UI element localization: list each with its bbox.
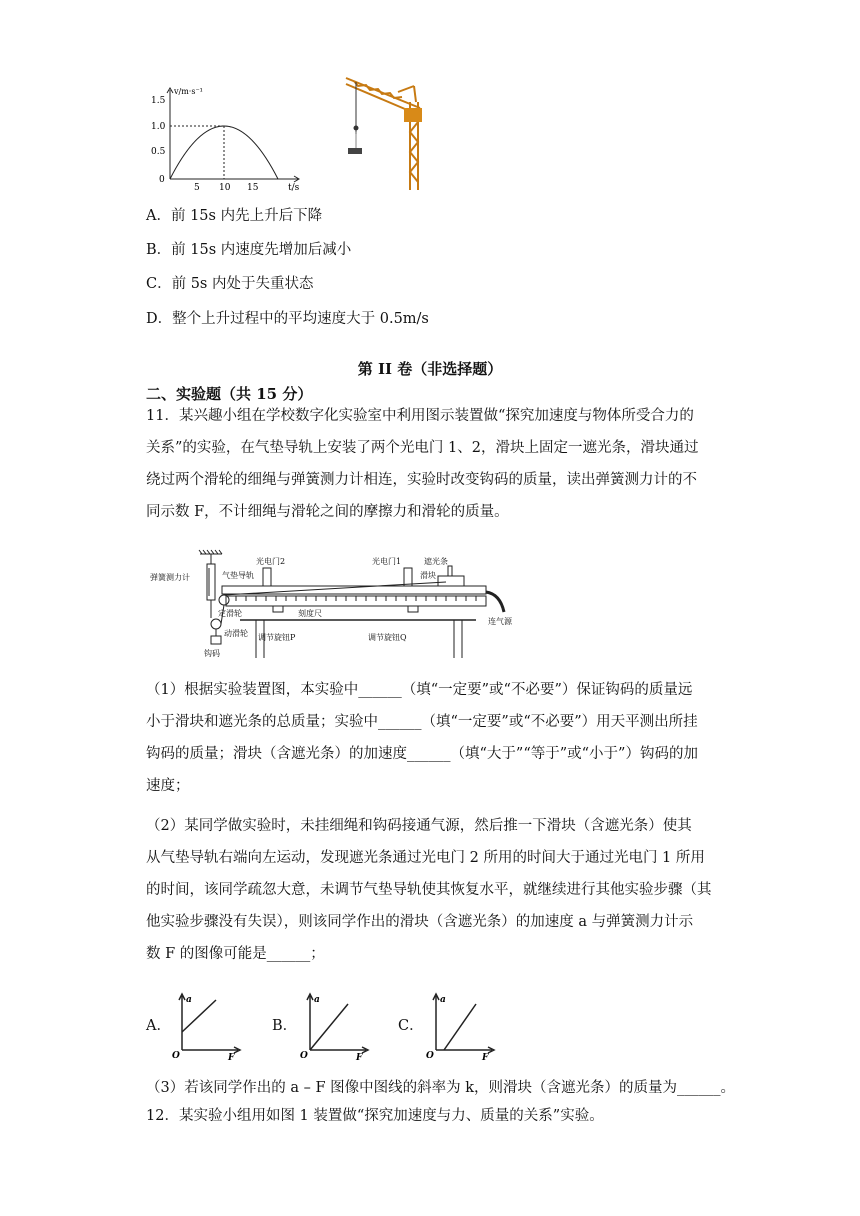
q11-part1-line: 小于滑块和遮光条的总质量；实验中______（填“一定要”或“不必要”）用天平测出所挂: [146, 714, 698, 730]
q11-part1-line: 钩码的质量；滑块（含遮光条）的加速度______（填“大于”“等于”或“小于”）钩码的加: [146, 746, 698, 762]
q10-option-a: A．前 15s 内先上升后下降: [146, 208, 323, 224]
label-shade: 遮光条: [424, 557, 448, 566]
vt-xtick: 15: [247, 183, 259, 193]
graph-option-a-label: A．: [146, 1018, 171, 1034]
q11-part3: （3）若该同学作出的 a – F 图像中图线的斜率为 k，则滑块（含遮光条）的质量为______。: [146, 1080, 736, 1096]
q11-part2: [146, 810, 720, 970]
graph-option-c-label: C．: [398, 1018, 424, 1034]
q11-stem: [146, 400, 720, 528]
graph-option-a: [168, 990, 244, 1060]
q11-part2-line: 从气垫导轨右端向左运动，发现遮光条通过光电门 2 所用的时间大于通过光电门 1 所用: [146, 850, 705, 866]
label-gate2: 光电门2: [256, 557, 286, 566]
vt-xtick: 10: [219, 183, 231, 193]
vt-ytick: 0.5: [151, 147, 166, 157]
graph-option-b-label: B．: [272, 1018, 298, 1034]
graph-a-axis-x: F: [228, 1053, 235, 1060]
section-subtitle: 二、实验题（共 15 分）: [146, 385, 313, 403]
crane-image: [338, 72, 428, 192]
graph-b-axis-y: a: [314, 995, 320, 1005]
q11-part2-line: 数 F 的图像可能是______；: [146, 946, 325, 962]
label-gate1: 光电门1: [372, 557, 402, 566]
label-air-track: 气垫导轨: [222, 571, 254, 580]
graph-b-origin: O: [300, 1051, 308, 1060]
label-knob-q: 调节旋钮Q: [368, 633, 407, 642]
q11-part2-line: 他实验步骤没有失误），则该同学作出的滑块（含遮光条）的加速度 a 与弹簧测力计示: [146, 914, 694, 930]
q11-part1: [146, 674, 720, 802]
q11-stem-line: 绕过两个滑轮的细绳与弹簧测力计相连，实验时改变钩码的质量，读出弹簧测力计的不: [146, 472, 697, 488]
q10-option-d: D．整个上升过程中的平均速度大于 0.5m/s: [146, 311, 429, 327]
q11-part1-line: （1）根据实验装置图，本实验中______（填“一定要”或“不必要”）保证钩码的质量远: [146, 682, 693, 698]
vt-ylabel: v/m·s⁻¹: [174, 87, 203, 96]
graph-c-axis-y: a: [440, 995, 446, 1005]
graph-option-b: [296, 990, 372, 1060]
label-air-source: 连气源: [488, 617, 512, 626]
vt-graph: [148, 84, 308, 194]
q11-stem-line: 11．某兴趣小组在学校数字化实验室中利用图示装置做“探究加速度与物体所受合力的: [146, 408, 694, 424]
graph-c-axis-x: F: [482, 1053, 489, 1060]
graph-a-origin: O: [172, 1051, 180, 1060]
q11-stem-line: 关系”的实验，在气垫导轨上安装了两个光电门 1、2，滑块上固定一遮光条，滑块通过: [146, 440, 699, 456]
apparatus-diagram: [146, 548, 526, 666]
label-slider: 滑块: [420, 571, 436, 580]
label-knob-p: 调节旋钮P: [258, 633, 296, 642]
q11-stem-line: 同示数 F，不计细绳与滑轮之间的摩擦力和滑轮的质量。: [146, 504, 509, 520]
graph-option-c: [422, 990, 498, 1060]
vt-ytick: 0: [159, 175, 165, 185]
label-movable-pulley: 动滑轮: [224, 629, 248, 638]
q11-part2-line: 的时间，该同学疏忽大意，未调节气垫导轨使其恢复水平，就继续进行其他实验步骤（其: [146, 882, 712, 898]
vt-xlabel: t/s: [288, 183, 300, 193]
section-title: 第 II 卷（非选择题）: [357, 360, 503, 378]
graph-b-axis-x: F: [356, 1053, 363, 1060]
label-weight: 钩码: [204, 649, 220, 658]
label-scale: 刻度尺: [298, 609, 322, 618]
q11-part1-line: 速度；: [146, 778, 190, 794]
label-fixed-pulley: 定滑轮: [218, 609, 242, 618]
vt-ytick: 1.0: [151, 122, 166, 132]
graph-a-axis-y: a: [186, 995, 192, 1005]
label-spring-scale: 弹簧测力计: [150, 573, 190, 582]
vt-ytick: 1.5: [151, 96, 166, 106]
q10-option-c: C．前 5s 内处于失重状态: [146, 276, 314, 292]
q12-stem: 12．某实验小组用如图 1 装置做“探究加速度与力、质量的关系”实验。: [146, 1108, 604, 1124]
q10-option-b: B．前 15s 内速度先增加后减小: [146, 242, 352, 258]
graph-c-origin: O: [426, 1051, 434, 1060]
q11-part2-line: （2）某同学做实验时，未挂细绳和钩码接通气源，然后推一下滑块（含遮光条）使其: [146, 818, 692, 834]
vt-xtick: 5: [194, 183, 200, 193]
